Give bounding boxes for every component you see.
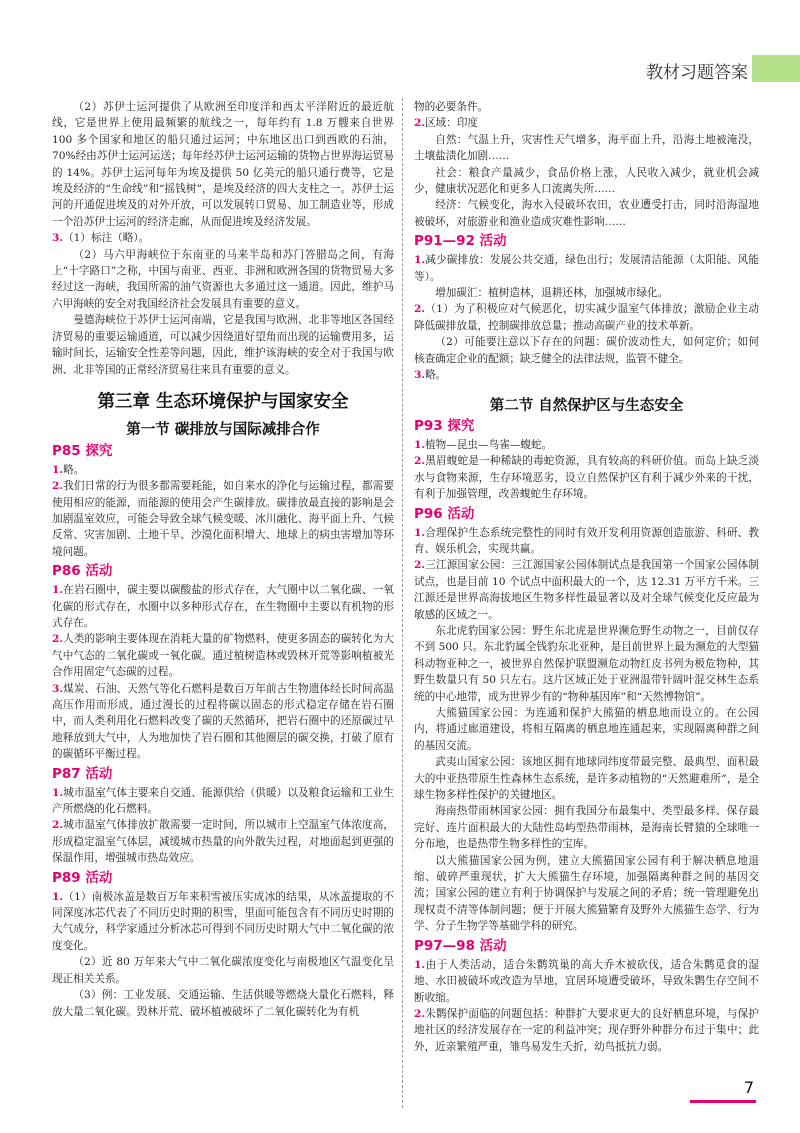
item-number: 2. xyxy=(414,303,426,316)
answer-item xyxy=(52,462,394,478)
paragraph: （2）马六甲海峡位于东南亚的马来半岛和苏门答腊岛之间，有海上“十字路口”之称，中国与南亚、西亚、非洲和欧洲各国的货物贸易大多经过这一海峡，我国所需的油气资源也大多通过这一通道。因此，维护马六甲海峡的安全对我国经济社会发展具有重要的意义。 xyxy=(52,248,394,310)
answer-text: 减少碳排放：发展公共交通，绿色出行；发展清洁能源（太阳能、风能等）。 xyxy=(414,254,759,283)
item-number: 2. xyxy=(414,559,426,572)
item-number: 1. xyxy=(52,584,64,597)
item-number: 2. xyxy=(414,455,426,468)
answer-text: 合理保护生态系统完整性的同时有效开发利用资源创造旅游、科研、教育、娱乐机会，实现共赢。 xyxy=(414,526,759,555)
answer-item xyxy=(52,478,394,560)
answer-item xyxy=(52,785,394,818)
answer-item xyxy=(414,453,759,502)
section-heading: P96 活动 xyxy=(414,505,475,522)
right-column xyxy=(414,99,759,1055)
answer-text: 植物—昆虫—鸟雀—蝮蛇。 xyxy=(425,438,553,451)
column-divider xyxy=(402,98,403,1108)
section-heading: P97—98 活动 xyxy=(414,937,507,954)
paragraph: 物的必要条件。 xyxy=(414,101,489,113)
section-heading: P87 活动 xyxy=(52,765,113,782)
answer-text: 在岩石圈中，碳主要以碳酸盐的形式存在，大气圈中以二氧化碳、一氧化碳的形式存在，水圈中以多种形式存在，在生物圈中主要以有机物的形式存在。 xyxy=(52,584,394,629)
answer-item xyxy=(52,817,394,866)
section-heading: P93 探究 xyxy=(414,417,475,434)
answer-text: （1）南极冰盖是数百万年来积雪被压实成冰的结果，从冰盖提取的不同深度冰芯代表了不同历史时期的积雪，里面可能包含有不同历史时期的大气成分，科学家通过分析冰芯可得到不同历史时期大气中二氧化碳的浓度变化。 xyxy=(52,890,394,952)
paragraph: 曼德海峡位于苏伊士运河南端，它是我国与欧洲、北非等地区各国经济贸易的重要运输通道，可以减少因绕道好望角而出现的运输费用多，运输时间长，运输安全性差等问题，因此，维护该海峡的安全对于我国与欧洲、北非等国的正常经济贸易往来具有重要的意义。 xyxy=(52,314,394,376)
section-title: 第一节 碳排放与国际减排合作 xyxy=(126,422,320,439)
paragraph: 海南热带雨林国家公园：拥有我国分布最集中、类型最多样、保存最完好、连片面积最大的大陆性岛屿型热带雨林，是海南长臂猿的全球唯一分布地，也是热带生物多样性的宝库。 xyxy=(414,805,759,851)
chapter-title: 第三章 生态环境保护与国家安全 xyxy=(97,391,349,412)
section-heading: P91—92 活动 xyxy=(414,233,507,250)
item-number: 1. xyxy=(414,958,426,971)
answer-item xyxy=(414,437,759,453)
paragraph: 自然：气温上升，灾害性天气增多，海平面上升，沿海土地被淹没，土壤盐渍化加剧…… xyxy=(414,133,759,163)
answer-item xyxy=(414,1006,759,1055)
answer-text: （1）为了积极应对气候恶化，切实减少温室气体排放；激励企业主动降低碳排放量，控制碳排放总量；推动高碳产业的技术革新。 xyxy=(414,303,759,332)
answer-text: 朱鹮保护面临的问题包括：种群扩大要求更大的良好栖息环境，与保护地社区的经济发展存在一定的利益冲突；现存野外种群分布过于集中；此外，近亲繁殖严重，雏鸟易发生夭折，幼鸟抵抗力弱。 xyxy=(414,1007,759,1053)
paragraph: （3）例：工业发展、交通运输、生活供暖等燃烧大量化石燃料，释放大量二氧化碳。毁林开荒、破坏植被破坏了二氧化碳转化为有机 xyxy=(52,989,394,1018)
answer-item xyxy=(52,230,394,246)
section-heading: P85 探究 xyxy=(52,442,113,459)
answer-item xyxy=(414,252,759,285)
answer-item xyxy=(414,367,759,383)
item-number: 1. xyxy=(52,890,64,903)
item-number: 3. xyxy=(52,682,64,695)
answer-text: 略。 xyxy=(425,369,447,382)
answer-text: 三江源国家公园：三江源国家公园体制试点是我国第一个国家公园体制试点，也是目前 10 个试点中面积最大的一个，达 12.31 万平方千米。三江源还是世界高海拔地区生物多样性最显著以及对全球气候变化反应最为敏感的区域之一。 xyxy=(414,559,759,621)
page-number: 7 xyxy=(743,1078,754,1097)
answer-text: 黑眉蝮蛇是一种稀缺的毒蛇资源，具有较高的科研价值。而岛上缺乏淡水与食物来源，生存环境恶劣，设立自然保护区有利于减少外来的干扰，有利于加强管理，改善蝮蛇生存环境。 xyxy=(414,455,759,501)
paragraph: 经济：气候变化，海水入侵破坏农田，农业遭受打击，同时沿海湿地被破坏，对旅游业和渔业造成灾难性影响…… xyxy=(414,199,759,228)
answer-item xyxy=(52,631,394,680)
answer-item xyxy=(414,115,759,131)
item-number: 1. xyxy=(52,463,64,476)
item-number: 2. xyxy=(52,819,64,832)
answer-item xyxy=(52,582,394,631)
answer-text: 我们日常的行为很多都需要耗能，如自来水的净化与运输过程，都需要使用相应的能源，而能源的使用会产生碳排放。碳排放最直接的影响是会加剧温室效应，可能会导致全球气候变暖、冰川融化、海平面上升、气候反常、灾害加剧、土地干旱、沙漠化面积增大、地球上的病虫害增加等环境问题。 xyxy=(52,480,394,558)
paragraph: （2）近 80 万年来大气中二氧化碳浓度变化与南极地区气温变化呈现正相关关系。 xyxy=(52,956,394,985)
left-column xyxy=(52,99,394,1020)
paragraph: 社会：粮食产量减少，食品价格上涨，人民收入减少，就业机会减少，健康状况恶化和更多人口流离失所…… xyxy=(414,166,759,196)
answer-item xyxy=(414,557,759,623)
header-title: 教材习题答案 xyxy=(646,63,748,83)
page-number-underline xyxy=(690,1100,756,1103)
section-title: 第二节 自然保护区与生态安全 xyxy=(489,397,684,414)
answer-item xyxy=(414,957,759,1006)
item-number: 2. xyxy=(414,1007,426,1020)
item-number: 2. xyxy=(414,117,426,130)
paragraph: （2）可能要注意以下存在的问题：碳价波动性大，如何定价；如何核查确定企业的配额；缺乏健全的法律法规，监管不健全。 xyxy=(414,336,759,365)
paragraph: 东北虎豹国家公园：野生东北虎是世界濒危野生动物之一，目前仅存不到 500 只。东北豹属全钱豹东北亚种，是目前世界上最为濒危的大型猫科动物亚种之一，被世界自然保护联盟濒危动物红皮书列为极危物种，其野生数量只有 50 只左右。这片区域正处于亚洲温带针阔叶混交林生态系统的中心地带，成为世界少有的“物种基因库”和“天然博物馆”。 xyxy=(414,624,759,703)
answer-text: 煤炭、石油、天然气等化石燃料是数百万年前古生物遗体经长时间高温高压作用而形成，通过漫长的过程将碳以固态的形式稳定存储在岩石圈中，而人类利用化石燃料改变了碳的天然循环，把岩石圈中的还原碳过早地释放到大气中，人为地加快了岩石圈和其他圈层的碳交换，打破了原有的碳循环平衡过程。 xyxy=(52,682,394,761)
paragraph: 大熊猫国家公园：为连通和保护大熊猫的栖息地而设立的。在公园内，将通过廊道建设，将相互隔离的栖息地连通起来，实现隔离种群之间的基因交流。 xyxy=(414,707,759,752)
answer-text: 人类的影响主要体现在消耗大量的矿物燃料，使更多固态的碳转化为大气中气态的二氧化碳或一氧化碳。通过植树造林或毁林开荒等影响植被光合作用固定气态碳的过程。 xyxy=(52,633,394,679)
answer-text: （1）标注（略）。 xyxy=(63,232,150,245)
item-number: 3. xyxy=(52,232,64,245)
item-number: 1. xyxy=(414,438,426,451)
paragraph: 武夷山国家公园：该地区拥有地球同纬度带最完整、最典型、面积最大的中亚热带原生性森林生态系统，是许多动植物的“天然避难所”，是全球生物多样性保护的关键地区。 xyxy=(414,756,759,802)
item-number: 3. xyxy=(414,369,426,382)
section-heading: P86 活动 xyxy=(52,563,113,580)
answer-text: 由于人类活动，适合朱鹮筑巢的高大乔木被砍伐，适合朱鹮觅食的湿地、水田被破坏或改造为旱地，宜居环境遭受破坏，导致朱鹮生存空间不断收缩。 xyxy=(414,958,759,1004)
paragraph: （2）苏伊士运河提供了从欧洲至印度洋和西太平洋附近的最近航线，它是世界上使用最频繁的航线之一，每年约有 1.8 万艘来自世界 100 多个国家和地区的船只通过运河；中东地区出口到西欧的石油，70%经由苏伊士运河运送；每年经苏伊士运河运输的货物占世界海运贸易的 14%。苏伊士运河每年为埃及提供 50 亿美元的船只通行费等，它是埃及经济的“生命线”和“摇钱树”，是埃及经济的四大支柱之一。苏伊士运河的开通促进埃及的对外开放，可以发展转口贸易、加工制造业等，形成一个沿苏伊士运河的经济走廊，从而促进埃及经济发展。 xyxy=(52,101,394,228)
item-number: 1. xyxy=(414,254,426,267)
answer-text: 略。 xyxy=(63,463,85,476)
paragraph: 增加碳汇：植树造林，退耕还林，加强城市绿化。 xyxy=(435,287,669,300)
item-number: 2. xyxy=(52,633,64,646)
answer-text: 区域：印度 xyxy=(425,117,479,130)
answer-text: 城市温室气体排放扩散需要一定时间，所以城市上空温室气体浓度高，形成稳定温室气体层，减缓城市热量的向外散失过程，对地面起到更强的保温作用，增强城市热岛效应。 xyxy=(52,819,394,865)
answer-item xyxy=(52,681,394,763)
header-accent-block xyxy=(752,55,800,82)
item-number: 1. xyxy=(52,786,64,799)
item-number: 2. xyxy=(52,480,64,493)
paragraph: 以大熊猫国家公园为例，建立大熊猫国家公园有利于解决栖息地退缩、破碎严重现状，扩大大熊猫生存环境，加强隔离种群之间的基因交流；国家公园的建立有利于协调保护与发展之间的矛盾；统一管理避免出现权责不清等体制问题；便于开展大熊猫繁育及野外大熊猫生态学、行为学、分子生物学等基础学科的研究。 xyxy=(414,854,759,933)
item-number: 1. xyxy=(414,526,426,539)
section-heading: P89 活动 xyxy=(52,869,113,886)
answer-text: 城市温室气体主要来自交通、能源供给（供暖）以及粮食运输和工业生产所燃烧的化石燃料。 xyxy=(52,786,394,816)
answer-item xyxy=(414,301,759,334)
answer-item xyxy=(414,525,759,558)
answer-item xyxy=(52,889,394,955)
